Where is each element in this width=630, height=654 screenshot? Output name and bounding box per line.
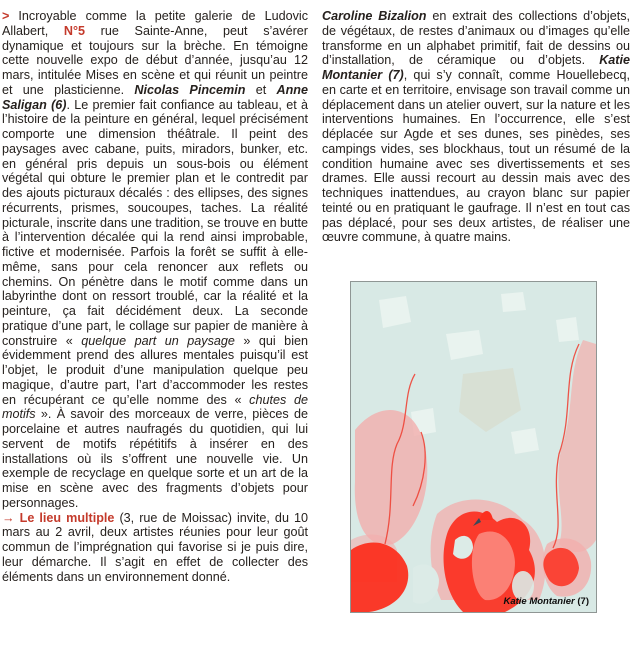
article-paragraph-1 [2,9,308,511]
paragraph-marker-arrow: > [2,9,10,23]
article-paragraph-3 [322,9,630,245]
text-run: et [245,82,277,97]
quoted-phrase: chutes de motifs [2,392,308,422]
caption-figure-number: (7) [577,596,589,607]
text-run: Incroyable comme la petite galerie de Ludovic Allabert, [2,9,308,38]
text-run: (3, rue de Moissac) invite, du 10 mars au 2 avril, deux artistes réunies pour leur goût commun de l’imprégnation qui favorise si je puis dire, leur démarche. Il s’agit en effet de collecter des éléments dans un environnement donné. [2,510,309,584]
text-run: en extrait des collections d’objets, de végétaux, de restes d’animaux ou d’images qu’elle transforme en un alphabet primitif, fait de dessins ou d’installation, de céramique ou d’objets. [322,9,630,68]
text-run: » qui bien évidemment prend des allures mentales puisqu’il est l’objet, le produit d’une manipulation quelque peu magique, d’autre part, l’art d’accommoder les restes en récupérant ce qu’elle nomme des « [2,333,308,407]
text-run: . Le premier fait confiance au tableau, et à l’histoire de la peinture en général, lequel précisément comporte une dimension théâtrale. Il peint des paysages avec cabane, puits, miradors, bunker, etc. en général pris depuis un sous-bois ou élément végétal qui obture le premier plan et le contredit par des ajouts picturaux décalés : des ellipses, des signes récurrents, prismes, soucoupes, taches. La réalité picturale, inscrite dans une tradition, se trouve en butte à l’intervention décalée qui la rend ainsi improbable, fictive et modernisée. Parfois la forêt se suffit à elle-même, sans pour cela renoncer aux reflets ou chemins. On pénètre dans le motif comme dans un labyrinthe dont on ressort troublé, car la réalité et la peinture, ça fait décidément deux. La seconde pratique d’une part, le collage sur papier de manière à construire « [2,97,308,348]
artist-name-montanier: Katie Montanier (7) [322,53,630,82]
left-column [2,9,308,654]
artwork-caption [503,596,589,607]
text-run: rue Sainte-Anne, peut s’avérer dynamique et toujours sur la brèche. En témoigne cette nouvelle expo de début d’année, jusqu’au 12 mars, intitulée Mises en scène et qui réunit un peintre et une plasticienne. [2,23,308,97]
artist-name-saligan: Anne Saligan (6) [2,82,308,112]
paragraph-marker-arrow: → [2,510,20,525]
text-run: , qui s’y connaît, comme Houellebecq, en carte et en territoire, envisage son travail comme un déplacement dans un atelier ouvert, sur la nature et les interventions humaines. En l’occurrence, elle s’est déplacée sur Agde et ses dunes, ses pinèdes, ses campings vides, ses blockhaus, tout un résumé de la condition humaine avec ses divertissements et ses drames. Elle aussi recourt au dessin mais avec des techniques inattendues, au crayon blanc sur papier teinté ou en pratiquant le gaufrage. Il n’est en tout cas pas déplacé, pour ses deux artistes, de réaliser une œuvre commune, à quatre mains. [322,68,630,245]
artist-name-pincemin: Nicolas Pincemin [134,82,246,97]
artwork-image [351,282,596,612]
right-column [322,9,630,654]
venue-name: Le lieu multiple [19,510,115,525]
artist-name-bizalion: Caroline Bizalion [322,9,427,23]
quoted-phrase: quelque part un paysage [81,333,235,348]
gallery-number: N°5 [63,23,86,38]
artwork-figure [350,281,597,613]
caption-artist-name: Katie Montanier [503,596,578,607]
article-paragraph-2 [2,511,308,585]
text-run: ». À savoir des morceaux de verre, pièces de porcelaine et autres naufragés du quotidien, qui lui servent de motifs répétitifs à insérer en des installations où ils s’offrent une nouvelle vie. Un exemple de recyclage en quelque sorte et un art de la mise en scène avec des fragments d’objets pour personnages. [2,407,308,510]
